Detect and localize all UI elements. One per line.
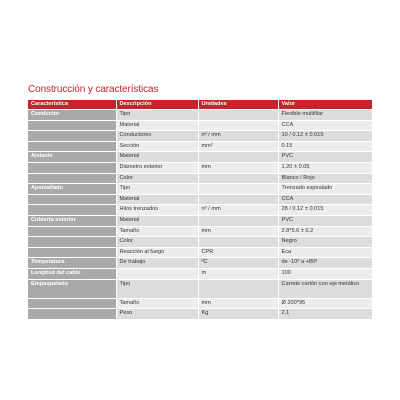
header-descripcion: Descripción: [116, 100, 198, 110]
row-value: Flexible multifilar: [278, 110, 372, 121]
row-description: Sección: [116, 141, 198, 152]
spec-table: [28, 100, 373, 320]
row-value: de -10º a +80º: [278, 258, 372, 269]
row-value: PVC: [278, 152, 372, 163]
table-row: [28, 215, 372, 226]
row-unit: ºC: [198, 258, 278, 269]
header-valor: Valor: [278, 100, 372, 110]
row-section: Conductor: [28, 110, 116, 121]
row-unit: [198, 184, 278, 195]
table-row: [28, 110, 372, 121]
table-row: [28, 237, 372, 248]
page-title: Construcción y características: [28, 84, 159, 95]
row-section: [28, 173, 116, 184]
row-value: 0.15: [278, 141, 372, 152]
row-section: Temperatura: [28, 258, 116, 269]
table-row: [28, 205, 372, 216]
row-section: [28, 194, 116, 205]
row-description: Conductores: [116, 131, 198, 142]
row-section: Empaquetado: [28, 279, 116, 298]
row-unit: mm: [198, 226, 278, 237]
header-caracteristica: Característica: [28, 100, 116, 110]
table-header-row: [28, 100, 372, 110]
row-value: Trenzado espiralado: [278, 184, 372, 195]
table-row: [28, 131, 372, 142]
table-row: [28, 226, 372, 237]
row-section: Aislante: [28, 152, 116, 163]
row-unit: [198, 215, 278, 226]
row-section: [28, 131, 116, 142]
row-section: [28, 247, 116, 258]
row-unit: CPR: [198, 247, 278, 258]
row-unit: m: [198, 268, 278, 279]
row-value: Ø 200*95: [278, 298, 372, 309]
row-unit: nº / mm: [198, 131, 278, 142]
table-row: [28, 258, 372, 269]
row-description: Tamaño: [116, 298, 198, 309]
row-section: [28, 162, 116, 173]
row-section: [28, 309, 116, 320]
row-value: CCA: [278, 194, 372, 205]
row-section: Longitud del cable: [28, 268, 116, 279]
header-unidades: Unidades: [198, 100, 278, 110]
row-unit: nº / mm: [198, 205, 278, 216]
row-description: Hilos trenzados: [116, 205, 198, 216]
table-row: [28, 184, 372, 195]
row-value: Negro: [278, 237, 372, 248]
row-value: Carrete cartón con eje metálico: [278, 279, 372, 298]
row-section: [28, 141, 116, 152]
row-description: Reacción al fuego: [116, 247, 198, 258]
row-unit: mm²: [198, 141, 278, 152]
row-section: [28, 205, 116, 216]
row-section: [28, 120, 116, 131]
row-description: Material: [116, 215, 198, 226]
row-unit: Kg: [198, 309, 278, 320]
row-value: PVC: [278, 215, 372, 226]
row-value: 10 / 0.12 ± 0.015: [278, 131, 372, 142]
row-section: Apantallado: [28, 184, 116, 195]
table-row: [28, 247, 372, 258]
row-value: 100: [278, 268, 372, 279]
row-unit: mm: [198, 298, 278, 309]
row-section: [28, 237, 116, 248]
table-row: [28, 298, 372, 309]
row-value: Eca: [278, 247, 372, 258]
row-section: [28, 226, 116, 237]
row-description: Peso: [116, 309, 198, 320]
row-description: Material: [116, 152, 198, 163]
table-row: [28, 279, 372, 298]
row-value: 2.8*5.6 ± 0.2: [278, 226, 372, 237]
table-row: [28, 268, 372, 279]
row-unit: [198, 279, 278, 298]
row-unit: [198, 110, 278, 121]
row-value: 2.1: [278, 309, 372, 320]
row-section: Cubierta exterior: [28, 215, 116, 226]
table-row: [28, 162, 372, 173]
table-row: [28, 173, 372, 184]
row-unit: [198, 237, 278, 248]
row-section: [28, 298, 116, 309]
row-description: Color: [116, 173, 198, 184]
row-value: 1.20 ± 0.05: [278, 162, 372, 173]
row-description: Material: [116, 120, 198, 131]
table-body: [28, 110, 372, 320]
row-unit: [198, 152, 278, 163]
row-description: De trabajo: [116, 258, 198, 269]
table-row: [28, 309, 372, 320]
row-description: Tipo: [116, 279, 198, 298]
row-description: [116, 268, 198, 279]
row-description: Tamaño: [116, 226, 198, 237]
row-unit: [198, 120, 278, 131]
row-value: Blanco / Rojo: [278, 173, 372, 184]
row-description: Color: [116, 237, 198, 248]
table-row: [28, 141, 372, 152]
row-description: Tipo: [116, 184, 198, 195]
row-description: Diámetro exterior: [116, 162, 198, 173]
row-value: CCA: [278, 120, 372, 131]
table-row: [28, 120, 372, 131]
row-unit: mm: [198, 162, 278, 173]
row-unit: [198, 194, 278, 205]
table-row: [28, 152, 372, 163]
row-description: Material: [116, 194, 198, 205]
table-row: [28, 194, 372, 205]
row-value: 28 / 0.12 ± 0.015: [278, 205, 372, 216]
row-description: Tipo: [116, 110, 198, 121]
row-unit: [198, 173, 278, 184]
